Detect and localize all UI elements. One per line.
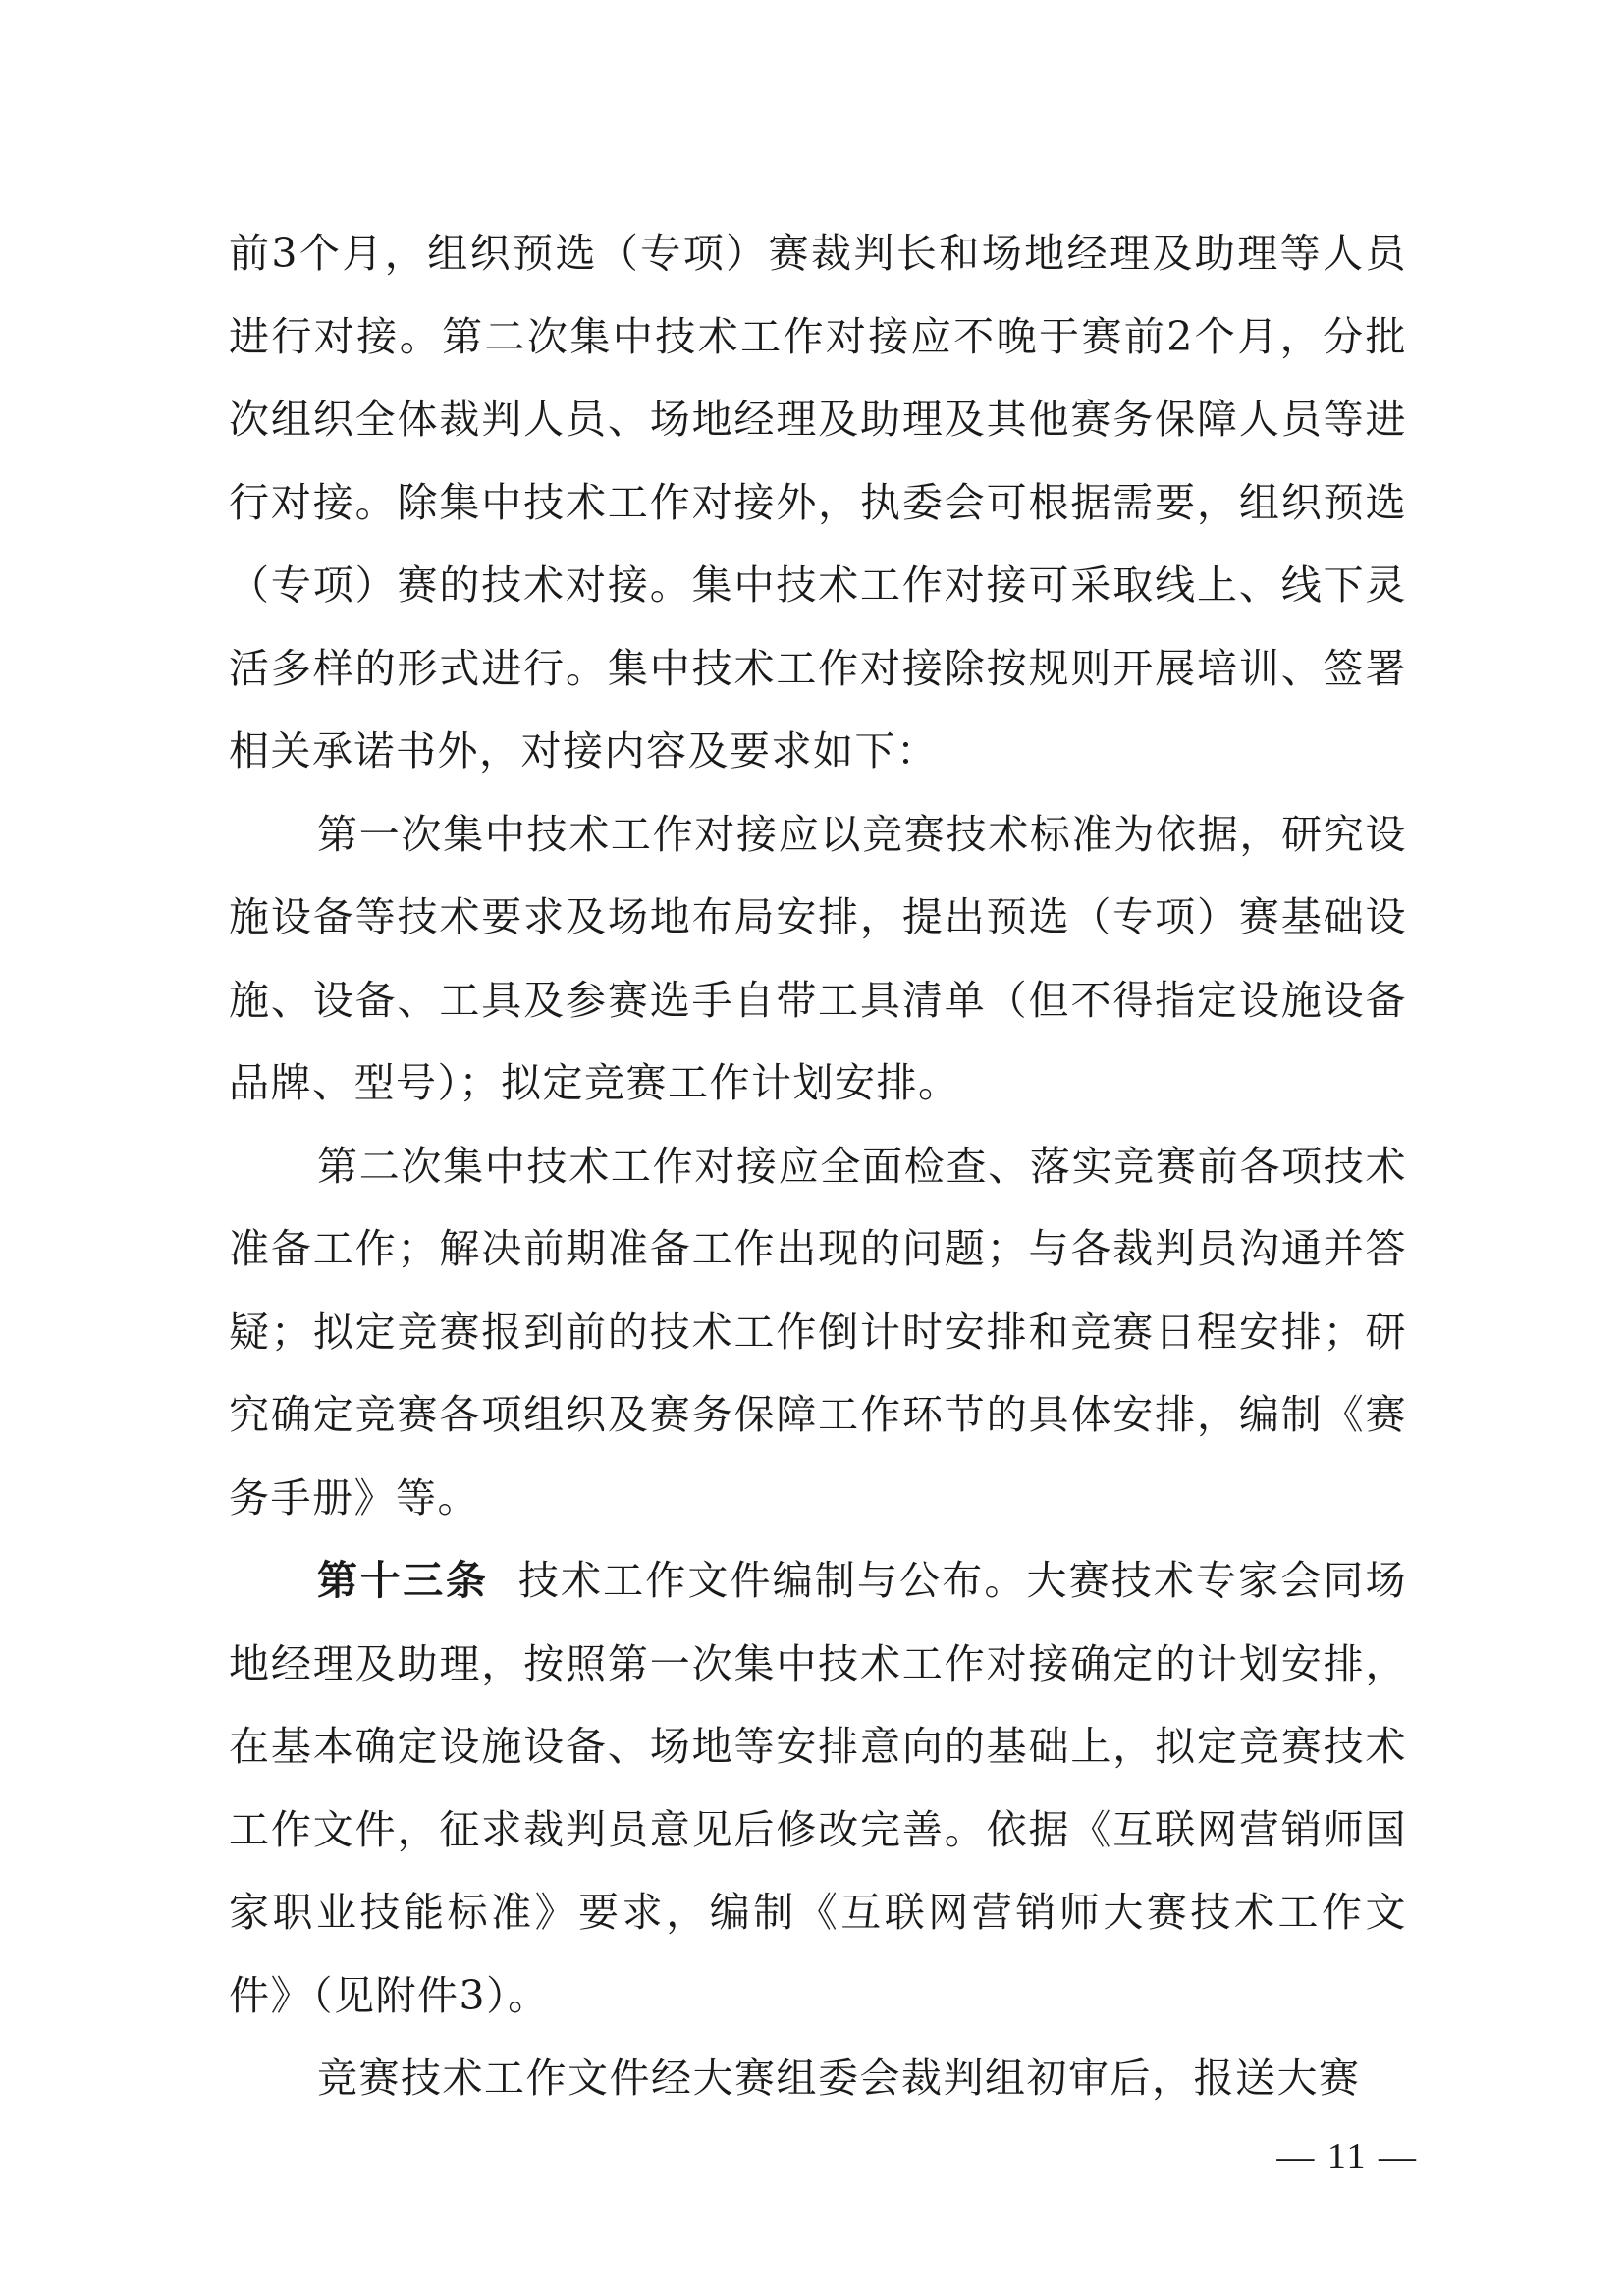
body-text [229,212,1407,2120]
paragraph-3: 第二次集中技术工作对接应全面检查、落实竞赛前各项技术准备工作；解决前期准备工作出现的问题；与各裁判员沟通并答疑；拟定竞赛报到前的技术工作倒计时安排和竞赛日程安排；研究确定竞赛各项组织及赛务保障工作环节的具体安排，编制《赛务手册》等。 [229,1142,1407,1522]
paragraph-1: 前3个月，组织预选（专项）赛裁判长和场地经理及助理等人员进行对接。第二次集中技术工作对接应不晚于赛前2个月，分批次组织全体裁判人员、场地经理及助理及其他赛务保障人员等进行对接。除集中技术工作对接外，执委会可根据需要，组织预选（专项）赛的技术对接。集中技术工作对接可采取线上、线下灵活多样的形式进行。集中技术工作对接除按规则开展培训、签署相关承诺书外，对接内容及要求如下： [229,230,1407,774]
paragraph-4-article-13 [229,1539,1407,2037]
paragraph-5: 竞赛技术工作文件经大赛组委会裁判组初审后，报送大赛 [317,2055,1361,2102]
article-text: 技术工作文件编制与公布。大赛技术专家会同场地经理及助理，按照第一次集中技术工作对接确定的计划安排，在基本确定设施设备、场地等安排意向的基础上，拟定竞赛技术工作文件，征求裁判员意见后修改完善。依据《互联网营销师国家职业技能标准》要求，编制《互联网营销师大赛技术工作文件》（见附件3）。 [229,1557,1408,2019]
paragraph-2: 第一次集中技术工作对接应以竞赛技术标准为依据，研究设施设备等技术要求及场地布局安排，提出预选（专项）赛基础设施、设备、工具及参赛选手自带工具清单（但不得指定设施设备品牌、型号）；拟定竞赛工作计划安排。 [229,810,1407,1106]
page-number: — 11 — [1276,2136,1418,2177]
article-label: 第十三条 [317,1557,489,1604]
